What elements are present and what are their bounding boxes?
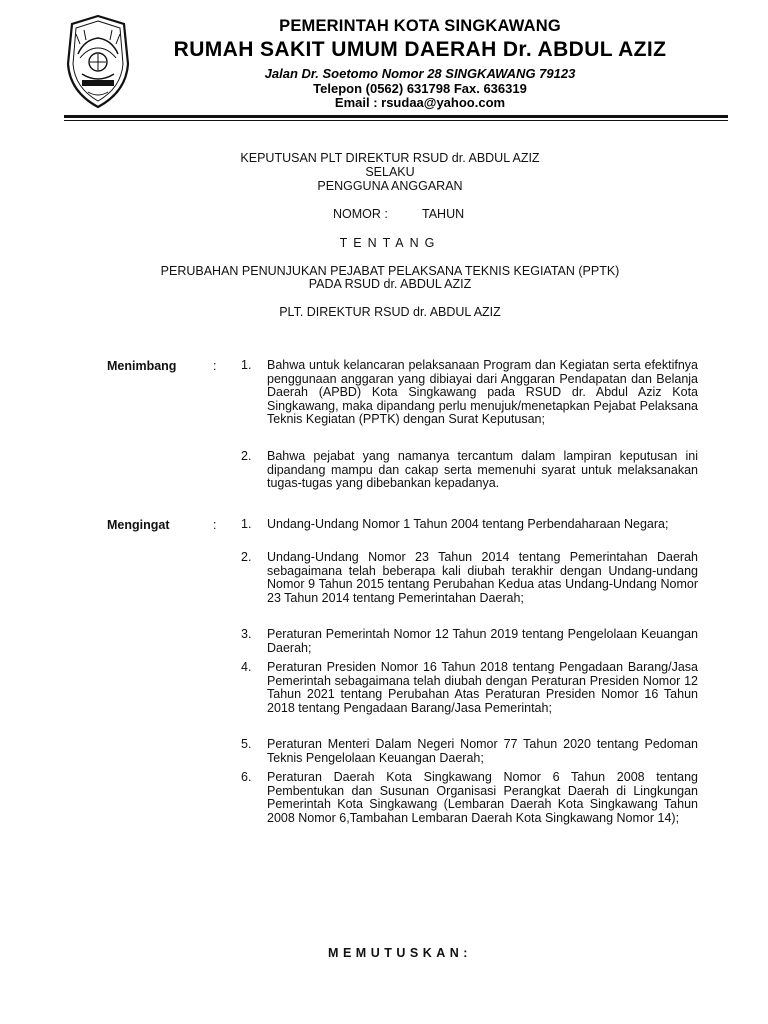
header-government: PEMERINTAH KOTA SINGKAWANG	[279, 17, 561, 35]
decree-year-label: TAHUN	[422, 207, 465, 221]
list-item-text: Peraturan Menteri Dalam Negeri Nomor 77 Tahun 2020 tentang Pedoman Teknis Pengelolaan Keuangan Daerah;	[267, 737, 698, 765]
list-item-text: Bahwa pejabat yang namanya tercantum dalam lampiran keputusan ini dipandang mampu dan cakap serta memenuhi syarat untuk melaksanakan tugas-tugas yang dibebankan kepadanya.	[267, 449, 698, 490]
list-item-text: Undang-Undang Nomor 23 Tahun 2014 tentang Pemerintahan Daerah sebagaimana telah beberapa kali diubah terakhir dengan Undang-undang Nomor 9 Tahun 2015 tentang Perubahan Kedua atas Undang-Undang Nomor 23 Tahun 2014 tentang Pemerintahan Daerah;	[267, 550, 698, 605]
section-heading-memutuskan: MEMUTUSKAN:	[328, 946, 472, 960]
decree-subject-place: PADA RSUD dr. ABDUL AZIZ	[308, 277, 472, 291]
header-address: Jalan Dr. Soetomo Nomor 28 SINGKAWANG 79123	[264, 66, 576, 81]
list-item-text: Bahwa untuk kelancaran pelaksanaan Program dan Kegiatan serta efektifnya penggunaan anggaran yang dibiayai dari Anggaran Pendapatan dan Belanja Daerah (APBD) Kota Singkawang pada RSUD dr. Abdul Aziz Kota Singkawang, maka dipandang perlu menujuk/menetapkan Pejabat Pelaksana Teknis Kegiatan (PPTK) dengan Surat Keputusan;	[267, 358, 698, 426]
city-emblem-logo	[64, 14, 132, 110]
decree-issuer: PLT. DIREKTUR RSUD dr. ABDUL AZIZ	[279, 305, 501, 319]
list-item-number: 5.	[241, 737, 252, 751]
section-label-mengingat: Mengingat	[107, 518, 170, 532]
list-item-number: 1.	[241, 517, 252, 531]
list-item-number: 4.	[241, 660, 252, 674]
list-item-text: Peraturan Presiden Nomor 16 Tahun 2018 tentang Pengadaan Barang/Jasa Pemerintah sebagaimana telah diubah dengan Peraturan Presiden Nomor 12 Tahun 2021 tentang Perubahan Atas Peraturan Presiden Nomor 16 Tahun 2018 tentang Pengadaan Barang/Jasa Pemerintah;	[267, 660, 698, 715]
list-item-number: 6.	[241, 770, 252, 784]
decree-number-label: NOMOR :	[333, 207, 388, 221]
section-label-menimbang: Menimbang	[107, 359, 177, 373]
decree-subject: PERUBAHAN PENUNJUKAN PEJABAT PELAKSANA TEKNIS KEGIATAN (PPTK)	[160, 264, 620, 278]
decree-title-role: PENGGUNA ANGGARAN	[317, 179, 463, 193]
list-item-number: 1.	[241, 358, 252, 372]
header-hospital-name: RUMAH SAKIT UMUM DAERAH Dr. ABDUL AZIZ	[173, 38, 667, 61]
header-rule-thick	[64, 115, 728, 118]
list-item-number: 2.	[241, 550, 252, 564]
list-item-text: Peraturan Daerah Kota Singkawang Nomor 6 Tahun 2008 tentang Pembentukan dan Susunan Organisasi Perangkat Daerah di Lingkungan Pemerintah Kota Singkawang (Lembaran Daerah Kota Singkawang Tahun 2008 Nomor 6,Tambahan Lembaran Daerah Kota Singkawang Nomor 14);	[267, 770, 698, 825]
header-phone: Telepon (0562) 631798 Fax. 636319	[313, 81, 527, 96]
list-item-number: 2.	[241, 449, 252, 463]
section-colon: :	[213, 518, 217, 532]
list-item-text: Undang-Undang Nomor 1 Tahun 2004 tentang Perbendaharaan Negara;	[267, 517, 669, 531]
header-rule-thin	[64, 120, 728, 121]
list-item-number: 3.	[241, 627, 252, 641]
decree-title-selaku: SELAKU	[365, 165, 415, 179]
section-colon: :	[213, 359, 217, 373]
list-item-text: Peraturan Pemerintah Nomor 12 Tahun 2019 tentang Pengelolaan Keuangan Daerah;	[267, 627, 698, 655]
decree-tentang: TENTANG	[339, 236, 441, 250]
header-email: Email : rsudaa@yahoo.com	[334, 95, 506, 110]
decree-title: KEPUTUSAN PLT DIREKTUR RSUD dr. ABDUL AZIZ	[240, 151, 540, 165]
